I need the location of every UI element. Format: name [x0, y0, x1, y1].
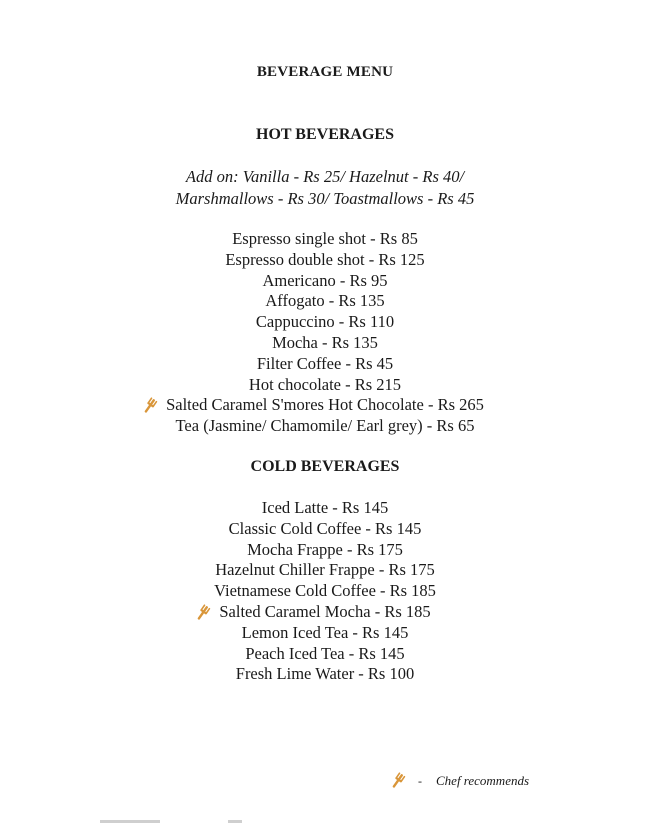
- legend-dash: -: [418, 773, 422, 788]
- menu-item-text: [166, 395, 484, 416]
- menu-item-label: Iced Latte - Rs 145: [261, 498, 389, 517]
- menu-item-text: [225, 250, 424, 271]
- menu-title: BEVERAGE MENU: [256, 64, 394, 80]
- menu-item-label: Classic Cold Coffee - Rs 145: [228, 518, 422, 538]
- addon-note: [0, 166, 650, 210]
- menu-item-text: [215, 560, 435, 581]
- addon-line: Add on: Vanilla - Rs 25/ Hazelnut - Rs 40/: [185, 167, 465, 186]
- menu-item: [0, 354, 650, 375]
- menu-item-label: Hot chocolate - Rs 215: [248, 374, 402, 394]
- menu-item: [0, 250, 650, 271]
- menu-item-label: Vietnamese Cold Coffee - Rs 185: [214, 581, 436, 601]
- menu-item-text: [214, 581, 436, 602]
- menu-item-label: Fresh Lime Water - Rs 100: [235, 664, 415, 684]
- menu-item-text: [219, 602, 430, 623]
- menu-item-text: [245, 644, 404, 665]
- menu-item-label: Salted Caramel S'mores Hot Chocolate - Rs 265: [166, 395, 484, 415]
- menu-item-text: [256, 312, 394, 333]
- menu-item: [0, 498, 650, 519]
- menu-item: [0, 602, 650, 623]
- menu-item-label: Peach Iced Tea - Rs 145: [245, 643, 405, 663]
- menu-item-text: [272, 333, 378, 354]
- menu-item-label: Espresso single shot - Rs 85: [232, 229, 418, 248]
- menu-item-label: Filter Coffee - Rs 45: [256, 353, 394, 373]
- menu-item-text: [262, 271, 387, 292]
- menu-item-label: Mocha Frappe - Rs 175: [247, 539, 403, 559]
- chef-fork-icon: [388, 771, 408, 791]
- chef-fork-icon: [140, 396, 160, 416]
- menu-item-text: [262, 498, 388, 519]
- menu-item-text: [242, 623, 409, 644]
- legend-text: Chef recommends: [436, 773, 530, 788]
- menu-item: [0, 664, 650, 685]
- menu-item-text: [232, 229, 418, 250]
- menu-item: [0, 312, 650, 333]
- menu-item-label: Cappuccino - Rs 110: [255, 312, 395, 332]
- menu-item-label: Mocha - Rs 135: [272, 332, 378, 352]
- hot-beverages-heading: HOT BEVERAGES: [256, 126, 394, 143]
- menu-item: [0, 395, 650, 416]
- menu-item: [0, 333, 650, 354]
- hot-beverages-list: [0, 229, 650, 437]
- cold-beverages-list: [0, 498, 650, 685]
- menu-item-label: Americano - Rs 95: [262, 270, 388, 290]
- menu-item: [0, 581, 650, 602]
- cold-beverages-heading: COLD BEVERAGES: [250, 458, 400, 475]
- menu-item: [0, 623, 650, 644]
- scan-artifact: [100, 820, 160, 823]
- menu-item-label: Espresso double shot - Rs 125: [225, 249, 425, 269]
- menu-item: [0, 519, 650, 540]
- menu-item-text: [229, 519, 422, 540]
- scan-artifact: [228, 820, 242, 823]
- menu-item-text: [265, 291, 384, 312]
- chef-recommends-legend: [388, 770, 529, 792]
- menu-item: [0, 644, 650, 665]
- menu-item-text: [249, 375, 401, 396]
- menu-item-text: [236, 664, 414, 685]
- menu-item: [0, 271, 650, 292]
- addon-line: Marshmallows - Rs 30/ Toastmallows - Rs 45: [175, 189, 475, 208]
- menu-item-label: Hazelnut Chiller Frappe - Rs 175: [215, 560, 435, 580]
- menu-item-text: [247, 540, 403, 561]
- chef-fork-icon: [193, 603, 213, 623]
- menu-item: [0, 291, 650, 312]
- menu-item: [0, 416, 650, 437]
- menu-item-text: [257, 354, 393, 375]
- menu-item: [0, 560, 650, 581]
- menu-item-label: Lemon Iced Tea - Rs 145: [241, 622, 409, 642]
- menu-item-label: Affogato - Rs 135: [265, 291, 385, 311]
- menu-item: [0, 540, 650, 561]
- menu-item: [0, 229, 650, 250]
- menu-item-text: [176, 416, 475, 437]
- menu-item-label: Salted Caramel Mocha - Rs 185: [219, 601, 431, 621]
- menu-item: [0, 375, 650, 396]
- menu-item-label: Tea (Jasmine/ Chamomile/ Earl grey) - Rs 65: [175, 416, 475, 436]
